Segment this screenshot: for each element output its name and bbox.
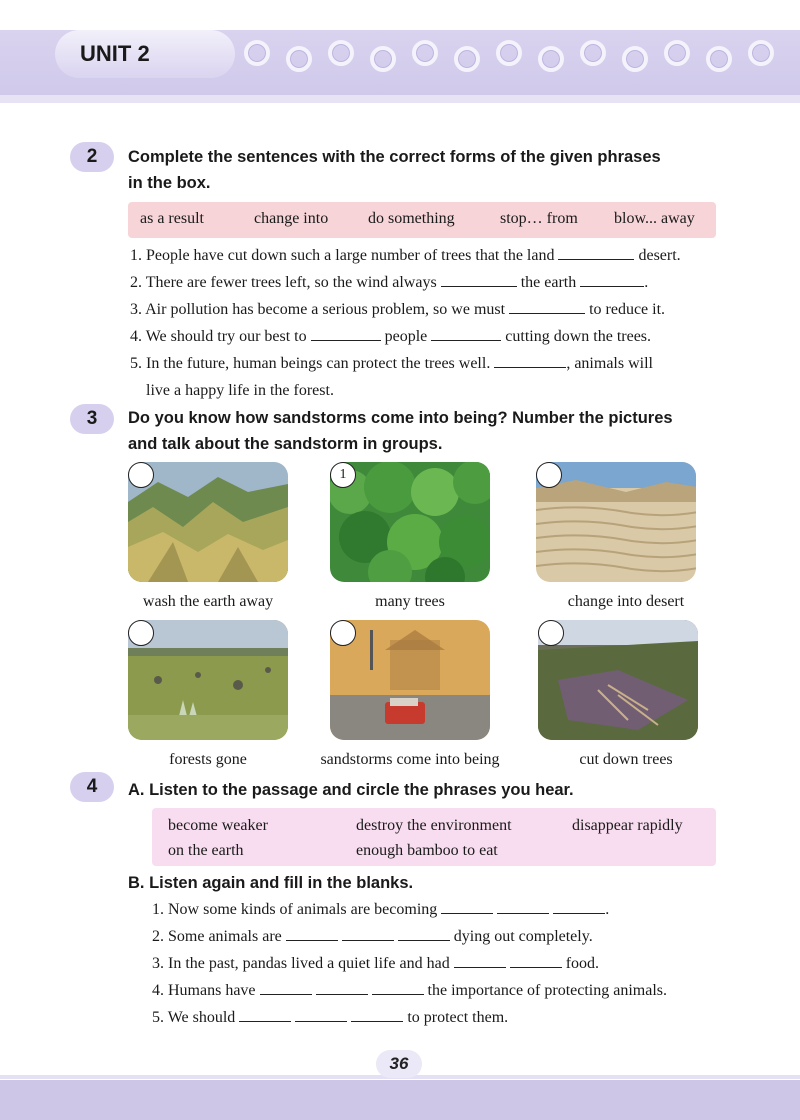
- picture-caption: many trees: [375, 593, 445, 610]
- number-circle[interactable]: [330, 620, 356, 646]
- ring-icon: [622, 46, 648, 72]
- sentence-text: cutting down the trees.: [505, 328, 652, 345]
- sentence-text: to reduce it.: [589, 301, 666, 318]
- sentence-text: food.: [565, 955, 600, 972]
- exercise-instruction: [128, 144, 661, 196]
- number-circle[interactable]: 1: [330, 462, 356, 488]
- answer-blank[interactable]: [510, 951, 562, 968]
- sentence-4: [130, 324, 651, 350]
- ring-icon: [412, 40, 438, 66]
- sentence-text: people: [384, 328, 428, 345]
- sentence-text: 1. Now some kinds of animals are becoming: [152, 901, 438, 918]
- sentence-text: 2. Some animals are: [152, 928, 282, 945]
- ring-icon: [706, 46, 732, 72]
- sentence-1: [130, 243, 681, 269]
- phrase-item: become weaker: [168, 817, 268, 834]
- listen-phrase-box: [152, 808, 716, 866]
- ring-icon: [664, 40, 690, 66]
- exercise-instruction-a: A. Listen to the passage and circle the phrases you hear.: [128, 781, 574, 799]
- answer-blank[interactable]: [441, 897, 493, 914]
- ring-icon: [454, 46, 480, 72]
- sentence-text: the importance of protecting animals.: [427, 982, 668, 999]
- sentence-5: [130, 351, 653, 377]
- sentence-5-continued: live a happy life in the forest.: [146, 382, 334, 399]
- ring-icon: [286, 46, 312, 72]
- exercise-instruction-b: B. Listen again and fill in the blanks.: [128, 874, 414, 892]
- number-circle[interactable]: [128, 620, 154, 646]
- picture-caption: forests gone: [169, 751, 247, 768]
- phrase-item: stop… from: [500, 210, 578, 227]
- answer-blank[interactable]: [398, 924, 450, 941]
- phrase-item: change into: [254, 210, 329, 227]
- answer-blank[interactable]: [441, 270, 517, 287]
- picture-caption: sandstorms come into being: [320, 751, 500, 768]
- sentence-text: , animals will: [566, 355, 653, 372]
- phrase-item: blow... away: [614, 210, 695, 227]
- answer-blank[interactable]: [239, 1005, 291, 1022]
- answer-blank[interactable]: [509, 297, 585, 314]
- sentence-text: desert.: [638, 247, 681, 264]
- ring-icon: [538, 46, 564, 72]
- sentence-text: 4. We should try our best to: [130, 328, 307, 345]
- sentence-text: dying out completely.: [453, 928, 593, 945]
- footer-band: [0, 1080, 800, 1120]
- header-divider: [0, 95, 800, 103]
- listen-sentence-5: [152, 1005, 508, 1031]
- sentence-text: 5. We should: [152, 1009, 236, 1026]
- sentence-text: .: [605, 901, 610, 918]
- sentence-2: [130, 270, 648, 296]
- answer-blank[interactable]: [372, 978, 424, 995]
- answer-blank[interactable]: [311, 324, 381, 341]
- ring-icon: [748, 40, 774, 66]
- sentence-text: the earth: [520, 274, 577, 291]
- answer-blank[interactable]: [286, 924, 338, 941]
- answer-blank[interactable]: [553, 897, 605, 914]
- exercise-number-badge: 3: [70, 404, 114, 434]
- picture-caption: wash the earth away: [142, 593, 274, 610]
- answer-blank[interactable]: [342, 924, 394, 941]
- sentence-text: .: [644, 274, 649, 291]
- listen-sentence-2: [152, 924, 593, 950]
- number-circle[interactable]: [536, 462, 562, 488]
- number-circle[interactable]: [128, 462, 154, 488]
- number-circle[interactable]: [538, 620, 564, 646]
- answer-blank[interactable]: [295, 1005, 347, 1022]
- phrase-item: on the earth: [168, 842, 244, 859]
- listen-sentence-1: [152, 897, 609, 923]
- sentence-text: 3. Air pollution has become a serious problem, so we must: [130, 301, 506, 318]
- phrase-item: enough bamboo to eat: [356, 842, 498, 859]
- exercise-number-badge: 4: [70, 772, 114, 802]
- listen-sentence-4: [152, 978, 667, 1004]
- ring-icon: [370, 46, 396, 72]
- answer-blank[interactable]: [580, 270, 644, 287]
- phrase-item: destroy the environment: [356, 817, 512, 834]
- sentence-text: 4. Humans have: [152, 982, 256, 999]
- instruction-line: and talk about the sandstorm in groups.: [128, 435, 443, 453]
- sentence-text: 3. In the past, pandas lived a quiet life and had: [152, 955, 450, 972]
- sentence-text: 1. People have cut down such a large number of trees that the land: [130, 247, 555, 264]
- phrase-item: as a result: [140, 210, 204, 227]
- phrase-item: do something: [368, 210, 455, 227]
- instruction-line: Complete the sentences with the correct forms of the given phrases: [128, 148, 661, 166]
- sentence-text: to protect them.: [407, 1009, 509, 1026]
- phrase-box: [128, 202, 716, 238]
- decorative-rings: [240, 36, 800, 76]
- ring-icon: [328, 40, 354, 66]
- unit-title: UNIT 2: [80, 41, 150, 66]
- answer-blank[interactable]: [558, 243, 634, 260]
- answer-blank[interactable]: [494, 351, 566, 368]
- answer-blank[interactable]: [497, 897, 549, 914]
- sentence-3: [130, 297, 665, 323]
- answer-blank[interactable]: [454, 951, 506, 968]
- exercise-instruction: [128, 405, 673, 457]
- answer-blank[interactable]: [260, 978, 312, 995]
- instruction-line: Do you know how sandstorms come into being? Number the pictures: [128, 409, 673, 427]
- ring-icon: [496, 40, 522, 66]
- picture-caption: cut down trees: [579, 751, 673, 768]
- sentence-text: 2. There are fewer trees left, so the wind always: [130, 274, 437, 291]
- ring-icon: [580, 40, 606, 66]
- ring-icon: [244, 40, 270, 66]
- listen-sentence-3: [152, 951, 599, 977]
- picture-caption: change into desert: [567, 593, 685, 610]
- instruction-line: in the box.: [128, 174, 211, 192]
- exercise-number-badge: 2: [70, 142, 114, 172]
- phrase-item: disappear rapidly: [572, 817, 683, 834]
- answer-blank[interactable]: [431, 324, 501, 341]
- answer-blank[interactable]: [351, 1005, 403, 1022]
- page-number: 36: [376, 1050, 422, 1078]
- sentence-text: 5. In the future, human beings can protect the trees well.: [130, 355, 491, 372]
- answer-blank[interactable]: [316, 978, 368, 995]
